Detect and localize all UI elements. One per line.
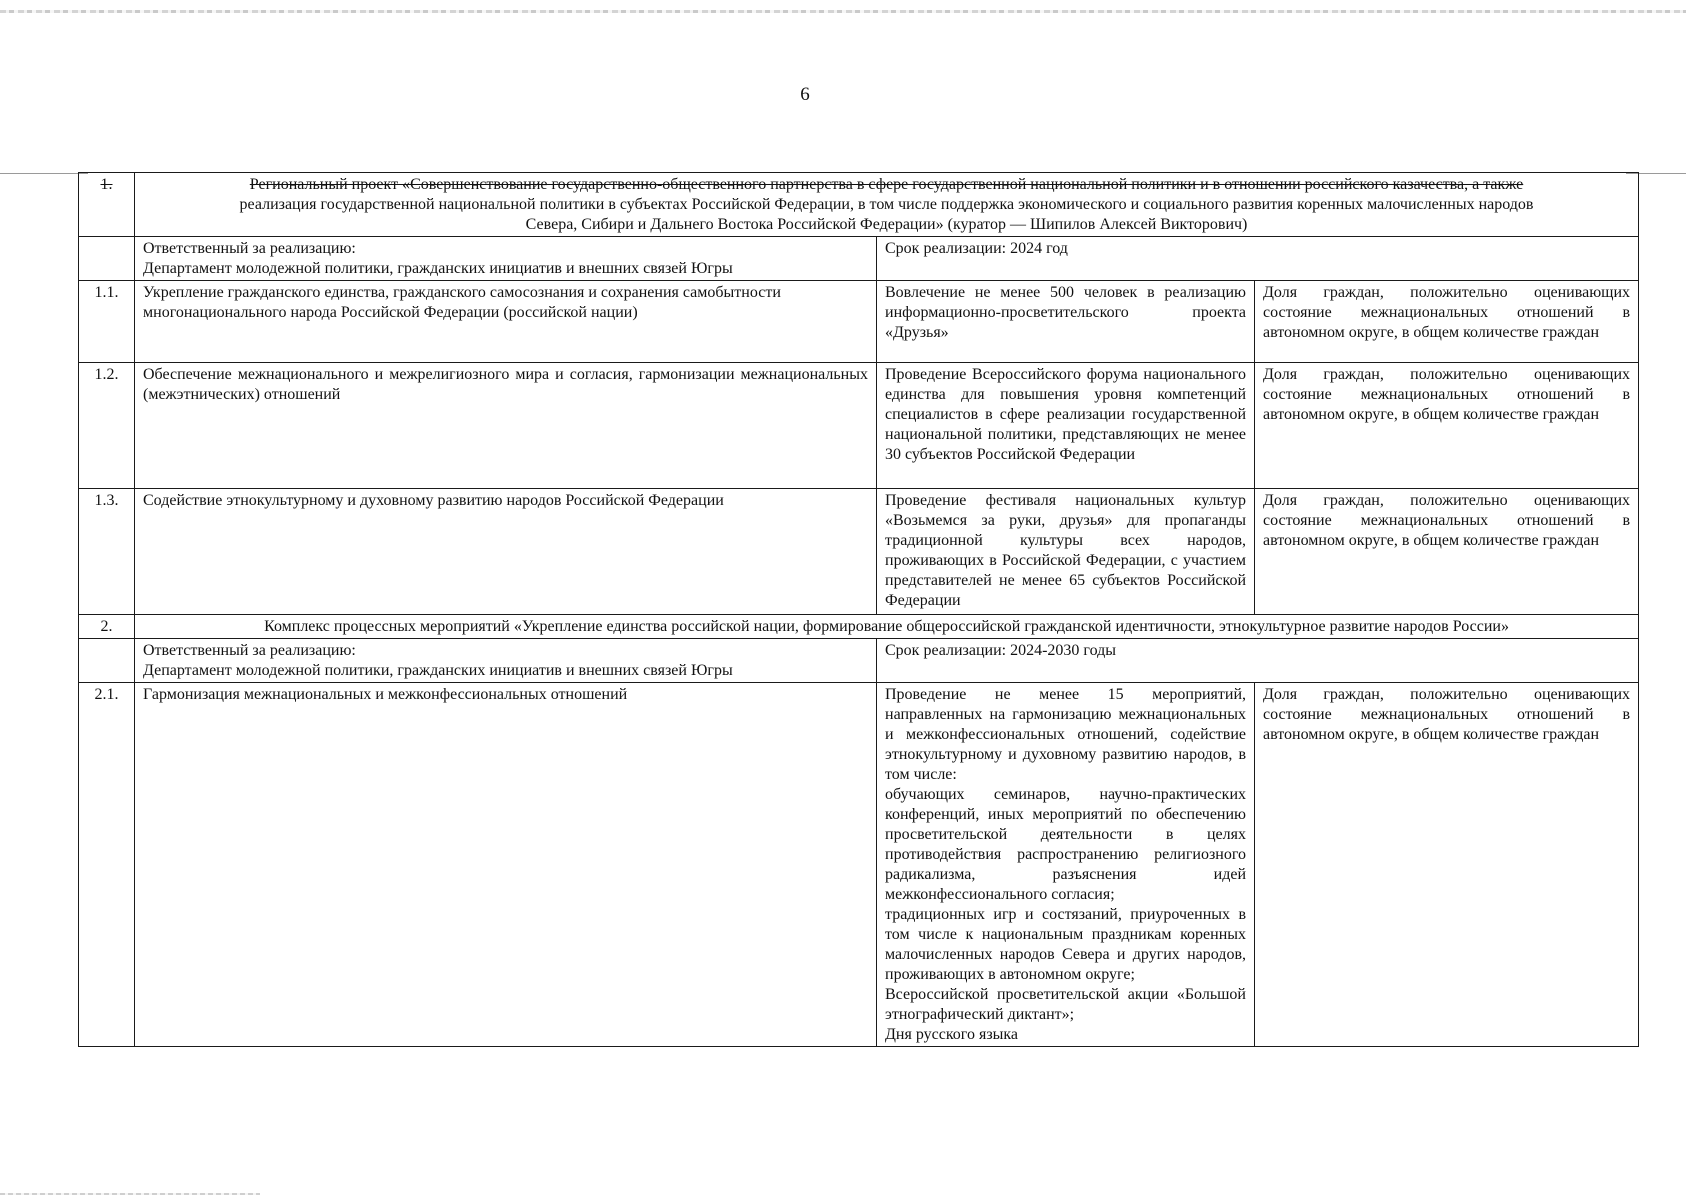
row-result [877, 683, 1255, 1047]
empty-cell [79, 237, 135, 281]
scan-artifact-line-left [0, 173, 88, 174]
section-2-header-row [79, 615, 1639, 639]
section-1-title-line-3: Севера, Сибири и Дальнего Востока Российской Федерации» (куратор — Шипилов Алексей Викторович) [525, 216, 1248, 233]
scan-edge-top [0, 10, 1686, 13]
responsible-label: Ответственный за реализацию: [143, 240, 356, 257]
measures-table [78, 172, 1639, 1047]
responsible-value: Департамент молодежной политики, гражданских инициатив и внешних связей Югры [143, 260, 733, 277]
row-result: Проведение Всероссийского форума национального единства для повышения уровня компетенций специалистов в сфере реализации государственной национальной политики, представляющих не менее 30 субъектов Российской Федерации [877, 363, 1255, 489]
scan-edge-bottom [0, 1193, 260, 1195]
row-indicator: Доля граждан, положительно оценивающих состояние межнациональных отношений в автономном округе, в общем количестве граждан [1255, 489, 1639, 615]
responsible-value: Департамент молодежной политики, гражданских инициатив и внешних связей Югры [143, 662, 733, 679]
section-1-header-row [79, 173, 1639, 237]
row-task: Обеспечение межнационального и межрелигиозного мира и согласия, гармонизации межнациональных (межэтнических) отношений [135, 363, 877, 489]
section-1-responsible-row [79, 237, 1639, 281]
row-indicator: Доля граждан, положительно оценивающих состояние межнациональных отношений в автономном округе, в общем количестве граждан [1255, 683, 1639, 1047]
result-paragraph: Дня русского языка [885, 1026, 1019, 1043]
row-task: Укрепление гражданского единства, гражданского самосознания и сохранения самобытности многонационального народа Российской Федерации (российской нации) [135, 281, 877, 363]
section-1-period: Срок реализации: 2024 год [877, 237, 1639, 281]
row-task: Содействие этнокультурному и духовному развитию народов Российской Федерации [135, 489, 877, 615]
responsible-label: Ответственный за реализацию: [143, 642, 356, 659]
section-2-responsible [135, 639, 877, 683]
section-2-period: Срок реализации: 2024-2030 годы [877, 639, 1639, 683]
row-result: Проведение фестиваля национальных культур «Возьмемся за руки, друзья» для пропаганды традиционной культуры всех народов, проживающих в Российской Федерации, с участием представителей не менее 65 субъектов Российской Федерации [877, 489, 1255, 615]
empty-cell [79, 639, 135, 683]
section-1-responsible [135, 237, 877, 281]
result-paragraph: обучающих семинаров, научно-практических конференций, иных мероприятий по обеспечению просветительской деятельности в целях противодействия распространению религиозного радикализма, разъяснения идей межконфессионального согласия; [885, 786, 1246, 903]
table-row [79, 363, 1639, 489]
row-number: 1.2. [79, 363, 135, 489]
result-paragraph: традиционных игр и состязаний, приуроченных в том числе к национальным праздникам коренных малочисленных народов Севера и других народов, проживающих в автономном округе; [885, 906, 1246, 983]
row-task: Гармонизация межнациональных и межконфессиональных отношений [135, 683, 877, 1047]
section-1-title [135, 173, 1639, 237]
section-2-number: 2. [79, 615, 135, 639]
row-result: Вовлечение не менее 500 человек в реализацию информационно-просветительского проекта «Друзья» [877, 281, 1255, 363]
row-number: 2.1. [79, 683, 135, 1047]
section-1-title-line-1: Региональный проект «Совершенствование государственно-общественного партнерства в сфере государственной национальной политики и в отношении российского казачества, а также [249, 176, 1524, 193]
table-row [79, 281, 1639, 363]
section-2-responsible-row [79, 639, 1639, 683]
table-row [79, 489, 1639, 615]
section-2-title: Комплекс процессных мероприятий «Укрепление единства российской нации, формирование общероссийской гражданской идентичности, этнокультурное развитие народов России» [135, 615, 1639, 639]
row-indicator: Доля граждан, положительно оценивающих состояние межнациональных отношений в автономном округе, в общем количестве граждан [1255, 281, 1639, 363]
row-indicator: Доля граждан, положительно оценивающих состояние межнациональных отношений в автономном округе, в общем количестве граждан [1255, 363, 1639, 489]
table-row [79, 683, 1639, 1047]
page-number: 6 [800, 84, 810, 105]
result-paragraph: Всероссийской просветительской акции «Большой этнографический диктант»; [885, 986, 1246, 1023]
row-number: 1.3. [79, 489, 135, 615]
section-1-number: 1. [79, 173, 135, 237]
row-number: 1.1. [79, 281, 135, 363]
section-1-title-line-2: реализация государственной национальной политики в субъектах Российской Федерации, в том числе поддержка экономического и социального развития коренных малочисленных народов [239, 196, 1534, 213]
result-paragraph: Проведение не менее 15 мероприятий, направленных на гармонизацию межнациональных и межконфессиональных отношений, содействие этнокультурному и духовному развитию народов, в том числе: [885, 686, 1246, 783]
